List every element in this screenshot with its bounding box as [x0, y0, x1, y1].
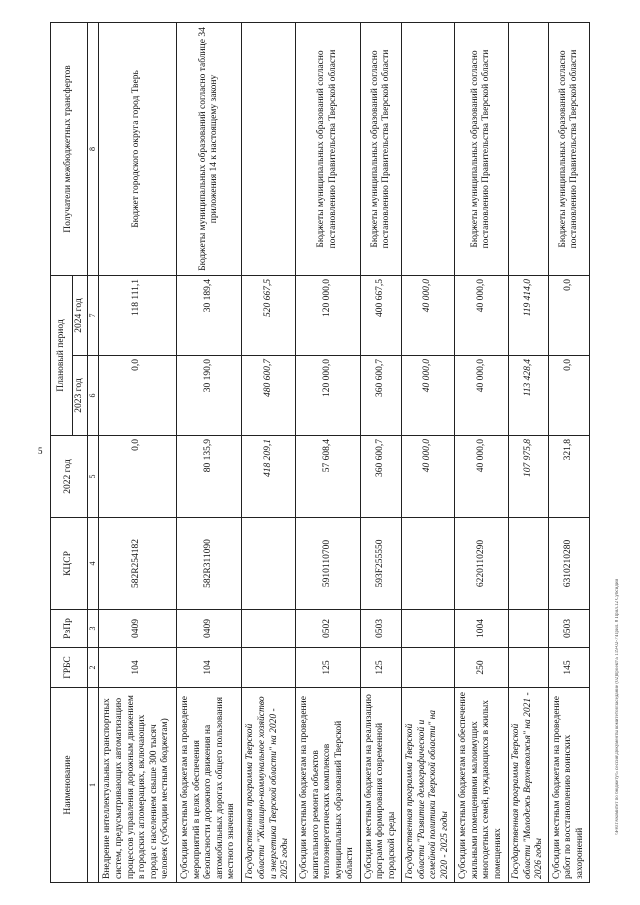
cell-2022: 107 975,8: [508, 435, 549, 517]
cell-recipient: Бюджеты муниципальных образований согласно постановлению Правительства Тверской области: [361, 22, 402, 275]
table-row: [295, 22, 361, 882]
subsidies-table: [50, 22, 590, 883]
cell-recipient: Бюджеты муниципальных образований согласно постановлению Правительства Тверской области: [455, 22, 508, 275]
header-kcsr: КЦСР: [51, 517, 88, 609]
cell-2022: 57 608,4: [295, 435, 361, 517]
cell-grbs: 104: [176, 647, 242, 687]
col-number: 7: [87, 275, 98, 355]
table-row: [176, 22, 242, 882]
footer-file-path: \\Fs01\vкомитет по бюджету\5 сессия\Документы комитетов\заседание (02)проект\5 119-02-7\Прил. 8 Прил.12 Субсидии: [615, 578, 620, 835]
cell-2024: 40 000,0: [402, 275, 455, 355]
cell-kcsr: [402, 517, 455, 609]
table-row: [549, 22, 590, 882]
cell-2022: 321,8: [549, 435, 590, 517]
cell-2022: 40 000,0: [402, 435, 455, 517]
program-row: [402, 22, 455, 882]
cell-2023: 0,0: [549, 355, 590, 435]
cell-2023: 120 000,0: [295, 355, 361, 435]
cell-rzpr: [402, 609, 455, 647]
cell-recipient: [508, 22, 549, 275]
cell-name: Субсидии местным бюджетам на проведение мероприятий в целях обеспечения безопасности дорожного движения на автомобильных дорогах общего пользования местного значения: [176, 687, 242, 882]
cell-2024: 30 189,4: [176, 275, 242, 355]
header-2023: 2023 год: [73, 355, 88, 435]
rotated-page-content: [50, 23, 590, 883]
cell-kcsr: 582R311090: [176, 517, 242, 609]
header-2024: 2024 год: [73, 275, 88, 355]
cell-name: Государственная программа Тверской области "Молодежь Верхневолжья" на 2021 - 2026 годы: [508, 687, 549, 882]
cell-2023: 30 190,0: [176, 355, 242, 435]
header-rzpr: РзПр: [51, 609, 88, 647]
cell-recipient: Бюджеты муниципальных образований согласно таблице 34 приложения 14 к настоящему закону: [176, 22, 242, 275]
cell-2023: 113 428,4: [508, 355, 549, 435]
cell-2023: 40 000,0: [402, 355, 455, 435]
program-row: [242, 22, 295, 882]
page-number: 5: [38, 446, 43, 456]
table-row: [361, 22, 402, 882]
cell-recipient: [242, 22, 295, 275]
table-row: [455, 22, 508, 882]
cell-rzpr: 0502: [295, 609, 361, 647]
header-grbs: ГРБС: [51, 647, 88, 687]
cell-grbs: 145: [549, 647, 590, 687]
cell-name: Субсидии местным бюджетам на проведение работ по восстановлению воинских захоронений: [549, 687, 590, 882]
cell-rzpr: 0503: [549, 609, 590, 647]
cell-2024: 40 000,0: [455, 275, 508, 355]
cell-2024: 118 111,1: [98, 275, 176, 355]
table-row: [98, 22, 176, 882]
cell-2024: 400 667,5: [361, 275, 402, 355]
cell-kcsr: 593F255550: [361, 517, 402, 609]
cell-recipient: Бюджет городского округа город Тверь: [98, 22, 176, 275]
cell-rzpr: 1004: [455, 609, 508, 647]
cell-2024: 0,0: [549, 275, 590, 355]
cell-name: Внедрение интеллектуальных транспортных систем, предусматривающих автоматизацию процессов управления дорожным движением в городских агломерациях, включающих города с населением свыше 300 тысяч человек (субсидии местным бюджетам): [98, 687, 176, 882]
col-number: 2: [87, 647, 98, 687]
col-number: 3: [87, 609, 98, 647]
program-row: [508, 22, 549, 882]
cell-2022: 40 000,0: [455, 435, 508, 517]
cell-2023: 0,0: [98, 355, 176, 435]
header-plan-period: Плановый период: [51, 275, 73, 435]
cell-kcsr: [508, 517, 549, 609]
cell-2022: 418 209,1: [242, 435, 295, 517]
cell-name: Субсидии местным бюджетам на проведение капитального ремонта объектов теплоэнергетических комплексов муниципальных образований Тверской области: [295, 687, 361, 882]
cell-2024: 520 667,5: [242, 275, 295, 355]
col-number: 1: [87, 687, 98, 882]
cell-kcsr: 582R254182: [98, 517, 176, 609]
cell-grbs: 104: [98, 647, 176, 687]
cell-kcsr: 6220110290: [455, 517, 508, 609]
cell-grbs: 250: [455, 647, 508, 687]
cell-2023: 360 600,7: [361, 355, 402, 435]
cell-name: Государственная программа Тверской области "Развитие демографической и семейной политики Тверской области" на 2020 - 2025 годы: [402, 687, 455, 882]
cell-rzpr: 0503: [361, 609, 402, 647]
cell-recipient: Бюджеты муниципальных образований согласно постановлению Правительства Тверской области: [549, 22, 590, 275]
header-2022: 2022 год: [51, 435, 88, 517]
cell-2024: 120 000,0: [295, 275, 361, 355]
header-recipient: Получатели межбюджетных трансфертов: [51, 22, 88, 275]
cell-name: Субсидии местным бюджетам на реализацию программ формирования современной городской среды: [361, 687, 402, 882]
cell-kcsr: 6310210280: [549, 517, 590, 609]
cell-2022: 360 600,7: [361, 435, 402, 517]
cell-name: Государственная программа Тверской области "Жилищно-коммунальное хозяйство и энергетика Тверской области" на 2020 - 2025 годы: [242, 687, 295, 882]
cell-recipient: [402, 22, 455, 275]
cell-name: Субсидии местным бюджетам на обеспечение жильными помещениями малоимущих многодетных семей, нуждающихся в жилых помещениях: [455, 687, 508, 882]
col-number: 8: [87, 22, 98, 275]
cell-rzpr: [508, 609, 549, 647]
cell-grbs: [242, 647, 295, 687]
cell-rzpr: 0409: [98, 609, 176, 647]
cell-grbs: 125: [295, 647, 361, 687]
col-number: 6: [87, 355, 98, 435]
header-name: Наименование: [51, 687, 88, 882]
cell-2024: 119 414,0: [508, 275, 549, 355]
cell-2023: 480 600,7: [242, 355, 295, 435]
cell-2022: 80 135,9: [176, 435, 242, 517]
cell-rzpr: 0409: [176, 609, 242, 647]
cell-kcsr: [242, 517, 295, 609]
cell-grbs: 125: [361, 647, 402, 687]
cell-kcsr: 5910110700: [295, 517, 361, 609]
cell-grbs: [402, 647, 455, 687]
cell-recipient: Бюджеты муниципальных образований согласно постановлению Правительства Тверской области: [295, 22, 361, 275]
cell-2022: 0,0: [98, 435, 176, 517]
col-number: 5: [87, 435, 98, 517]
col-number: 4: [87, 517, 98, 609]
cell-2023: 40 000,0: [455, 355, 508, 435]
cell-grbs: [508, 647, 549, 687]
cell-rzpr: [242, 609, 295, 647]
